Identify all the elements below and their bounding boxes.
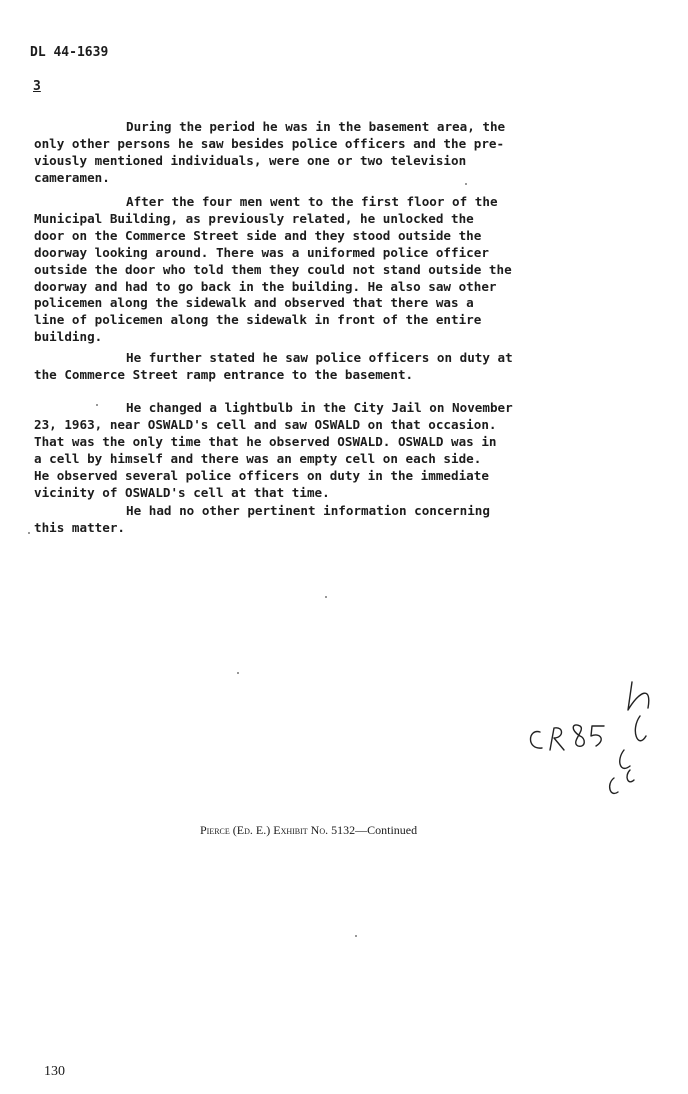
exhibit-number: 5132 <box>331 823 356 837</box>
text-line: policemen along the sidewalk and observed that there was a <box>34 295 474 311</box>
exhibit-name: Pierce <box>200 823 230 837</box>
text-line: vicinity of OSWALD's cell at that time. <box>34 484 330 500</box>
text-line: door on the Commerce Street side and they stood outside the <box>34 227 482 243</box>
text-line: building. <box>34 329 103 345</box>
exhibit-suffix: —Continued <box>355 823 418 837</box>
text-line: only other persons he saw besides police officers and the pre- <box>34 135 505 151</box>
exhibit-initials: (Ed. E.) <box>232 823 271 837</box>
text-line: He further stated he saw police officers on duty at <box>126 350 513 365</box>
paragraph-oswald-cell <box>34 400 634 501</box>
text-line: 23, 1963, near OSWALD's cell and saw OSWALD on that occasion. <box>34 416 497 432</box>
text-line: doorway looking around. There was a uniformed police officer <box>34 244 489 260</box>
text-line: cameramen. <box>34 169 110 185</box>
text-line: line of policemen along the sidewalk in front of the entire <box>34 312 482 328</box>
scan-speck <box>355 935 357 937</box>
text-line: doorway and had to go back in the building. He also saw other <box>34 278 497 294</box>
text-line: this matter. <box>34 519 125 535</box>
text-line: During the period he was in the basement area, the <box>126 119 506 134</box>
file-number: DL 44-1639 <box>30 45 109 60</box>
text-line: After the four men went to the first floor of the <box>126 194 498 209</box>
scan-speck <box>237 672 239 674</box>
text-line: He had no other pertinent information concerning <box>126 503 490 518</box>
text-line: He observed several police officers on duty in the immediate <box>34 467 489 483</box>
paragraph-ramp <box>34 350 634 384</box>
text-line: He changed a lightbulb in the City Jail on November <box>126 400 513 415</box>
text-line: Municipal Building, as previously related, he unlocked the <box>34 210 474 226</box>
paragraph-basement <box>34 119 634 187</box>
text-line: the Commerce Street ramp entrance to the basement. <box>34 366 414 382</box>
scan-speck <box>325 596 327 598</box>
text-line: a cell by himself and there was an empty cell on each side. <box>34 450 482 466</box>
paragraph-first-floor <box>34 194 634 346</box>
text-line: That was the only time that he observed OSWALD. OSWALD was in <box>34 433 497 449</box>
scan-speck <box>28 532 30 534</box>
page-reference: 3 <box>33 79 41 94</box>
exhibit-caption <box>200 823 417 838</box>
text-line: viously mentioned individuals, were one or two television <box>34 152 467 168</box>
text-line: outside the door who told them they could not stand outside the <box>34 261 512 277</box>
exhibit-label: Exhibit No. <box>273 823 329 837</box>
handwritten-annotation <box>520 670 670 820</box>
paragraph-closing <box>34 503 634 537</box>
page-number: 130 <box>44 1064 65 1079</box>
scan-speck <box>96 404 98 406</box>
scan-speck <box>465 183 467 185</box>
